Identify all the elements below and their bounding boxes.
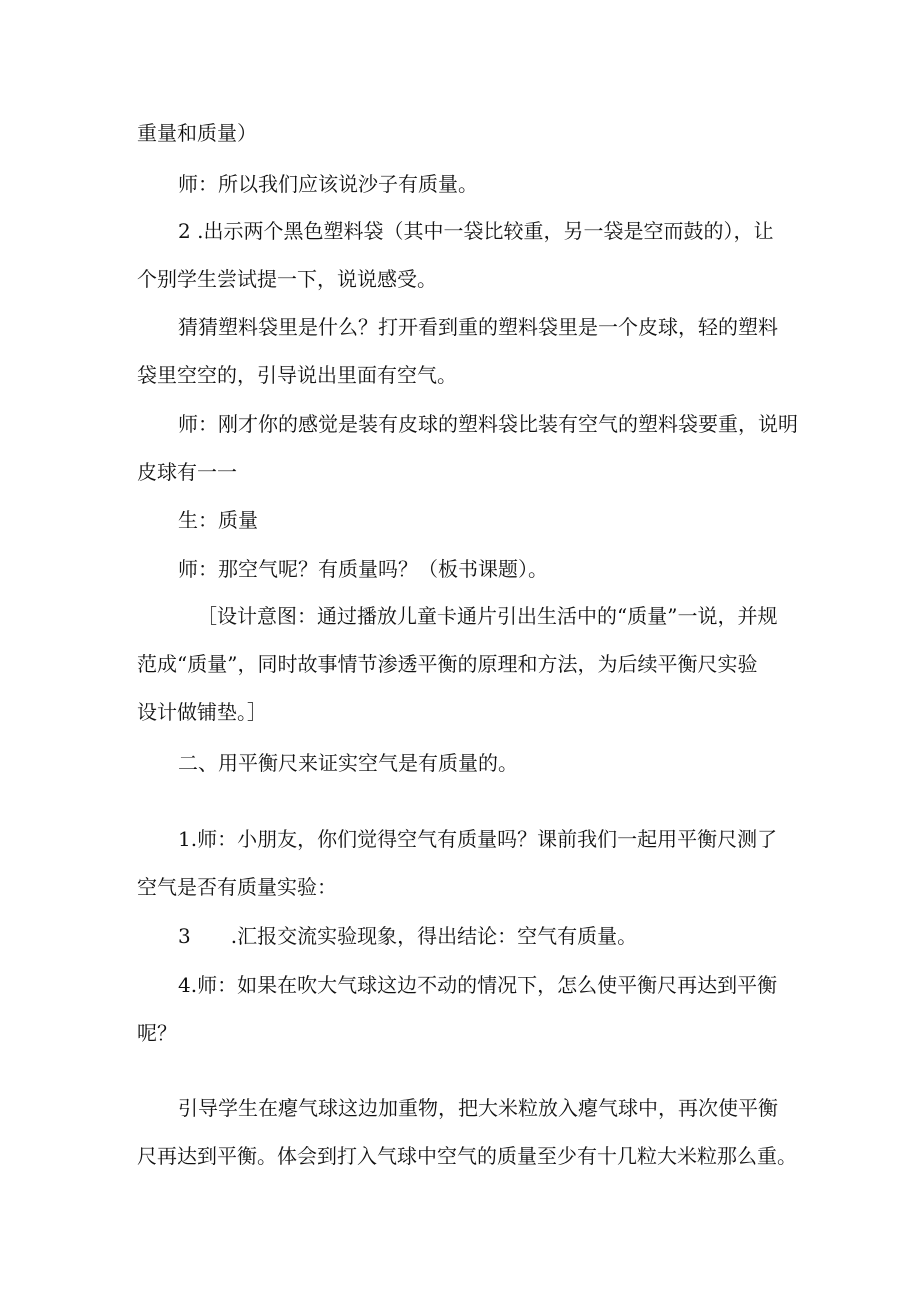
text-line: 二、用平衡尺来证实空气是有质量的。 (178, 751, 518, 775)
paragraph-7 (137, 553, 797, 585)
text-line: 空气是否有质量实验： (137, 875, 337, 899)
paragraph-2 (137, 168, 797, 200)
text-line: 呢？ (137, 1021, 177, 1045)
text-line: 个别学生尝试提一下，说说感受。 (137, 267, 437, 291)
text-line: 重量和质量） (137, 121, 257, 145)
text-line: 师：刚才你的感觉是装有皮球的塑料袋比装有空气的塑料袋要重，说明 (178, 412, 798, 436)
text-line: 4.师：如果在吹大气球这边不动的情况下，怎么使平衡尺再达到平衡 (178, 973, 778, 997)
paragraph-5 (137, 408, 797, 488)
text-line: 引导学生在瘪气球这边加重物，把大米粒放入瘪气球中，再次使平衡 (178, 1096, 778, 1120)
paragraph-4 (137, 311, 797, 391)
section-heading (137, 747, 797, 779)
text-line: 师：所以我们应该说沙子有质量。 (178, 172, 478, 196)
paragraph-13 (137, 1092, 797, 1172)
paragraph-3 (137, 215, 797, 295)
text-line: 皮球有一一 (137, 460, 237, 484)
text-line: 2 .出示两个黑色塑料袋（其中一袋比较重，另一袋是空而鼓的），让 (178, 219, 774, 243)
text-line: ［设计意图：通过播放儿童卡通片引出生活中的“质量”一说，并规 (197, 604, 778, 628)
text-line: 师：那空气呢？有质量吗？（板书课题）。 (178, 557, 548, 581)
paragraph-12 (137, 969, 797, 1049)
paragraph-11 (137, 920, 797, 952)
text-line: 尺再达到平衡。体会到打入气球中空气的质量至少有十几粒大米粒那么重。 (137, 1144, 797, 1168)
text-line: 1.师：小朋友，你们觉得空气有质量吗？课前我们一起用平衡尺测了 (178, 827, 778, 851)
text-line: 设计做铺垫。］ (137, 700, 267, 724)
paragraph-1 (137, 117, 797, 149)
design-intent-note (137, 600, 797, 728)
text-line: 袋里空空的，引导说出里面有空气。 (137, 363, 457, 387)
text-line: 生：质量 (178, 508, 258, 532)
text-line: 猜猜塑料袋里是什么？打开看到重的塑料袋里是一个皮球，轻的塑料 (178, 315, 778, 339)
text-line: 范成“质量”，同时故事情节渗透平衡的原理和方法，为后续平衡尺实验 (137, 652, 758, 676)
paragraph-6 (137, 504, 797, 536)
text-line: 3 .汇报交流实验现象，得出结论：空气有质量。 (178, 924, 638, 948)
paragraph-10 (137, 823, 797, 903)
